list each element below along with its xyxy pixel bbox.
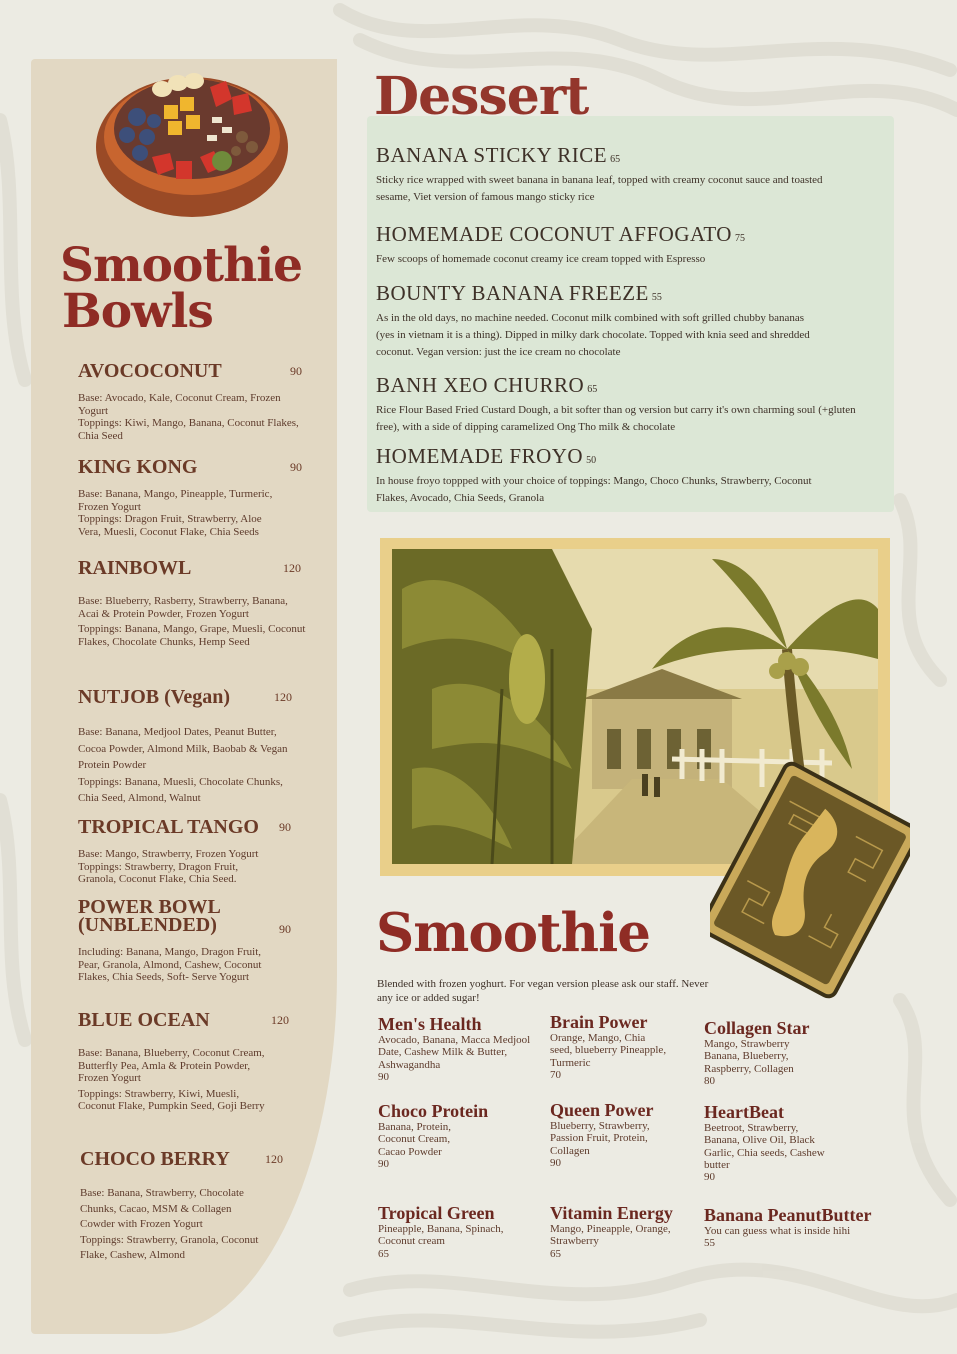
dessert-price: 65 [610, 154, 621, 165]
dessert-name: HOMEMADE FROYO 50 [376, 444, 597, 468]
bowl-description: Including: Banana, Mango, Dragon Fruit, Pear, Granola, Almond, Cashew, Coconut Flakes, Chia Seeds, Soft- Serve Yogurt [78, 946, 262, 983]
smoothie-name: Banana PeanutButter [704, 1205, 872, 1225]
bowl-price: 90 [279, 820, 291, 834]
dessert-item-bounty-banana-freeze [376, 281, 866, 361]
bowl-name: CHOCO BERRY [80, 1148, 230, 1170]
bowl-price: 90 [279, 922, 291, 936]
bowl-description: Base: Mango, Strawberry, Frozen Yogurt Toppings: Strawberry, Dragon Fruit, Granola, Coconut Flake, Chia Seed. [78, 848, 259, 885]
bowl-item-nutjob [78, 686, 303, 807]
smoothie-price: 90 [378, 1070, 389, 1083]
bowl-name: TROPICAL TANGO [78, 816, 259, 838]
smoothie-description: You can guess what is inside hihi [704, 1225, 851, 1237]
dessert-title: Dessert [374, 66, 589, 127]
bowl-price: 90 [290, 364, 302, 378]
smoothie-price: 90 [550, 1156, 561, 1169]
smoothie-bowls-title [60, 238, 320, 339]
bowl-description: Base: Banana, Medjool Dates, Peanut Butter, Cocoa Powder, Almond Milk, Baobab & Vegan Protein Powder Toppings: Banana, Muesli, Chocolate Chunks, Chia Seed, Almond, Walnut [78, 726, 288, 804]
smoothie-name: HeartBeat [704, 1102, 784, 1122]
bowl-item-choco-berry [80, 1148, 290, 1264]
bowl-name: RAINBOWL [78, 557, 192, 579]
dessert-description: Few scoops of homemade coconut creamy ice cream topped with Espresso [376, 253, 706, 265]
bowl-item-king-kong [78, 456, 313, 538]
smoothie-name: Collagen Star [704, 1018, 810, 1038]
smoothie-price: 90 [378, 1157, 389, 1170]
smoothie-item-vitamin-energy [550, 1204, 695, 1260]
bowl-item-power-bowl [78, 898, 293, 984]
smoothie-item-mens-health [378, 1015, 538, 1083]
dessert-name: BOUNTY BANANA FREEZE 55 [376, 281, 662, 305]
title-line-2: Bowls [62, 284, 213, 339]
dessert-item-banana-sticky-rice [376, 143, 866, 206]
smoothie-description: Avocado, Banana, Macca Medjool Date, Cashew Milk & Butter, Ashwagandha [378, 1034, 531, 1071]
bowl-description: Base: Blueberry, Rasberry, Strawberry, Banana, Acai & Protein Powder, Frozen Yogurt Toppings: Banana, Mango, Grape, Muesli, Coconut Flakes, Chocolate Chunks, Hemp Seed [78, 595, 306, 648]
dessert-description: Sticky rice wrapped with sweet banana in banana leaf, topped with creamy coconut sauce and toasted sesame, Viet version of famous mango sticky rice [376, 174, 823, 203]
acai-bowl-illustration [92, 57, 302, 227]
dessert-price: 75 [734, 233, 745, 244]
bowl-price: 120 [274, 690, 292, 704]
dessert-item-coconut-affogato [376, 222, 866, 268]
bowl-name: AVOCOCONUT [78, 360, 222, 382]
smoothie-intro: Blended with frozen yoghurt. For vegan version please ask our staff. Never any ice or added sugar! [377, 978, 709, 1004]
smoothie-price: 65 [550, 1247, 561, 1260]
smoothie-title: Smoothie [376, 902, 650, 964]
smoothie-description: Pineapple, Banana, Spinach, Coconut cream [378, 1223, 504, 1248]
smoothie-item-banana-peanutbutter [704, 1206, 894, 1250]
bowl-description: Base: Banana, Blueberry, Coconut Cream, Butterfly Pea, Amla & Protein Powder, Frozen Yogurt Toppings: Strawberry, Kiwi, Muesli, Coconut Flake, Pumpkin Seed, Goji Berry [78, 1047, 265, 1112]
bowl-price: 120 [283, 561, 301, 575]
smoothie-description: Beetroot, Strawberry, Banana, Olive Oil, Black Garlic, Chia seeds, Cashew butter [704, 1122, 825, 1171]
smoothie-price: 70 [550, 1068, 561, 1081]
bowl-description: Base: Banana, Strawberry, Chocolate Chunks, Cacao, MSM & Collagen Cowder with Frozen Yogurt Toppings: Strawberry, Granola, Coconut Flake, Cashew, Almond [80, 1187, 259, 1261]
vietnam-map-card [710, 760, 910, 1000]
dessert-description: In house froyo toppped with your choice of toppings: Mango, Choco Chunks, Strawberry, Coconut Flakes, Avocado, Chia Seeds, Granola [376, 475, 812, 504]
bowl-price: 120 [271, 1013, 289, 1027]
smoothie-price: 55 [704, 1237, 715, 1250]
bowl-name: POWER BOWL (UNBLENDED) [78, 896, 220, 936]
smoothie-description: Orange, Mango, Chia seed, blueberry Pineapple, Turmeric [550, 1032, 667, 1069]
smoothie-item-heartbeat [704, 1103, 834, 1183]
dessert-description: Rice Flour Based Fried Custard Dough, a bit softer than og version but carry it's own charming soul (+gluten free), with a side of dipping caramelized Ong Tho milk & chocolate [376, 404, 856, 433]
smoothie-name: Vitamin Energy [550, 1203, 673, 1223]
bowl-name: BLUE OCEAN [78, 1009, 210, 1031]
bowl-price: 90 [290, 460, 302, 474]
dessert-item-homemade-froyo [376, 444, 866, 507]
smoothie-item-brain-power [550, 1013, 670, 1081]
bowl-item-tropical-tango [78, 816, 291, 886]
smoothie-price: 65 [378, 1247, 389, 1260]
smoothie-price: 90 [704, 1171, 715, 1184]
smoothie-description: Blueberry, Strawberry, Passion Fruit, Protein, Collagen [550, 1120, 650, 1157]
smoothie-item-choco-protein [378, 1102, 498, 1170]
dessert-name: BANH XEO CHURRO 65 [376, 373, 598, 397]
bowl-name: NUTJOB (Vegan) [78, 686, 231, 708]
smoothie-name: Queen Power [550, 1100, 654, 1120]
smoothie-description: Mango, Pineapple, Orange, Strawberry [550, 1223, 671, 1248]
smoothie-item-collagen-star [704, 1019, 816, 1087]
smoothie-item-tropical-green [378, 1204, 528, 1260]
bowl-name: KING KONG [78, 456, 198, 478]
dessert-price: 50 [586, 455, 597, 466]
bowl-item-avococonut [78, 360, 313, 442]
bowl-item-blue-ocean [78, 1009, 303, 1113]
smoothie-name: Tropical Green [378, 1203, 495, 1223]
smoothie-description: Banana, Protein, Coconut Cream, Cacao Powder [378, 1121, 452, 1158]
dessert-name: BANANA STICKY RICE 65 [376, 143, 621, 167]
dessert-item-banh-xeo-churro [376, 373, 866, 436]
bowl-price: 120 [265, 1152, 283, 1166]
smoothie-description: Mango, Strawberry Banana, Blueberry, Raspberry, Collagen [704, 1038, 794, 1075]
bowl-item-rainbowl [78, 557, 308, 648]
smoothie-item-queen-power [550, 1101, 680, 1169]
dessert-name: HOMEMADE COCONUT AFFOGATO 75 [376, 222, 745, 246]
smoothie-name: Men's Health [378, 1014, 482, 1034]
bowl-description: Base: Avocado, Kale, Coconut Cream, Frozen Yogurt Toppings: Kiwi, Mango, Banana, Coconut Flakes, Chia Seed [78, 392, 299, 442]
title-line-1: Smoothie [60, 238, 303, 293]
dessert-price: 65 [587, 384, 598, 395]
dessert-price: 55 [651, 292, 662, 303]
bowl-description: Base: Banana, Mango, Pineapple, Turmeric, Frozen Yogurt Toppings: Dragon Fruit, Strawberry, Aloe Vera, Muesli, Coconut Flake, Chia Seeds [78, 488, 273, 538]
dessert-description: As in the old days, no machine needed. Coconut milk combined with soft grilled chubby bananas (yes in vietnam it is a thing). Dipped in milky dark chocolate. Topped with knia seed and shredded coconut. Vegan version: just the ice cream no chocolate [376, 312, 810, 358]
smoothie-name: Choco Protein [378, 1101, 489, 1121]
smoothie-name: Brain Power [550, 1012, 648, 1032]
smoothie-price: 80 [704, 1074, 715, 1087]
